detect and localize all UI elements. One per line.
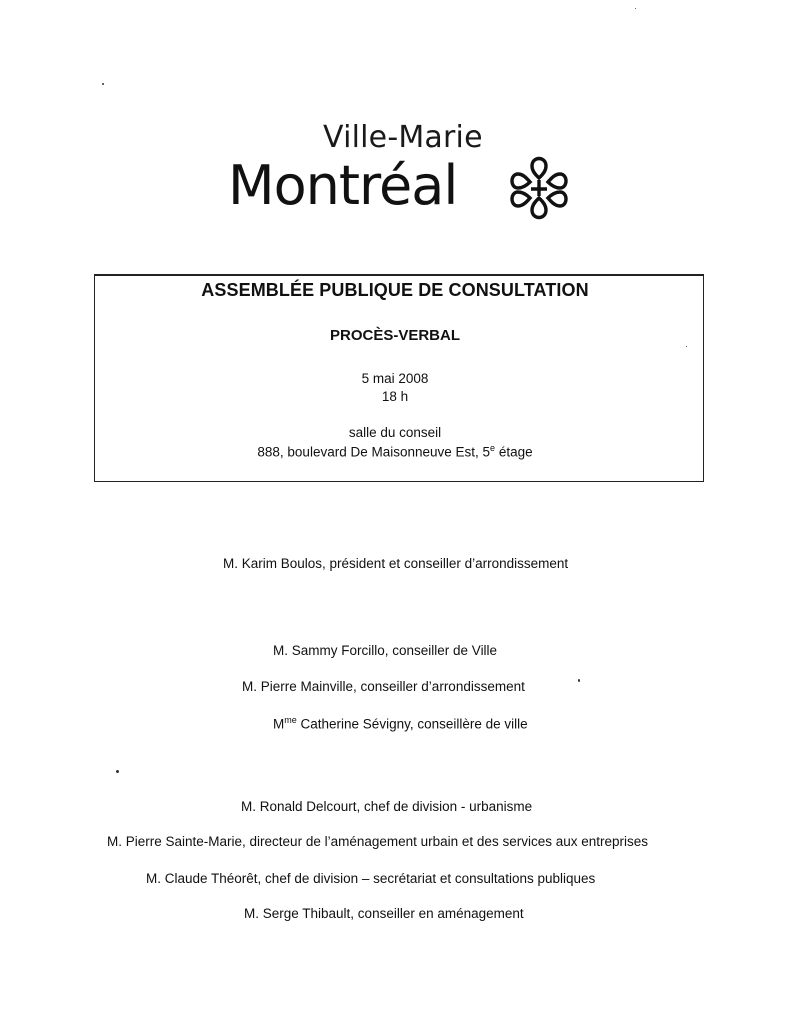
title-sup: me — [284, 715, 297, 725]
meeting-place: salle du conseil — [348, 425, 442, 440]
address-suffix: étage — [495, 444, 533, 460]
meeting-time: 18 h — [381, 389, 409, 404]
president-line: M. Karim Boulos, président et conseiller d’arrondissement — [223, 556, 569, 571]
councillor-line: M. Sammy Forcillo, conseiller de Ville — [273, 643, 498, 658]
meeting-date: 5 mai 2008 — [361, 371, 429, 386]
logo-subtitle: Ville-Marie — [323, 120, 483, 155]
scan-speck — [686, 346, 687, 347]
staff-line: M. Claude Théorêt, chef de division – secrétariat et consultations publiques — [146, 871, 596, 886]
title-prefix: M — [273, 716, 285, 732]
staff-line: M. Pierre Sainte-Marie, directeur de l’aménagement urbain et des services aux entreprises — [107, 834, 649, 849]
logo-title: Montréal — [228, 154, 458, 217]
montreal-flower-icon — [508, 152, 570, 224]
document-title: ASSEMBLÉE PUBLIQUE DE CONSULTATION — [201, 280, 589, 300]
meeting-address — [0, 443, 790, 460]
staff-line: M. Serge Thibault, conseiller en aménagement — [244, 906, 524, 921]
city-logo — [226, 112, 586, 232]
scan-speck — [116, 770, 119, 773]
scan-speck — [102, 83, 104, 85]
address-prefix: 888, boulevard De Maisonneuve Est, 5 — [257, 444, 491, 460]
councillor-line: M. Pierre Mainville, conseiller d’arrondissement — [242, 679, 525, 694]
address-ordinal: e — [490, 443, 496, 453]
divider — [95, 275, 703, 276]
councillor-name: Catherine Sévigny, conseillère de ville — [296, 716, 528, 732]
document-subtitle: PROCÈS-VERBAL — [329, 327, 460, 344]
scan-speck — [635, 8, 636, 9]
councillor-line — [273, 715, 528, 732]
scan-speck — [578, 679, 580, 682]
staff-line: M. Ronald Delcourt, chef de division - urbanisme — [241, 799, 533, 814]
